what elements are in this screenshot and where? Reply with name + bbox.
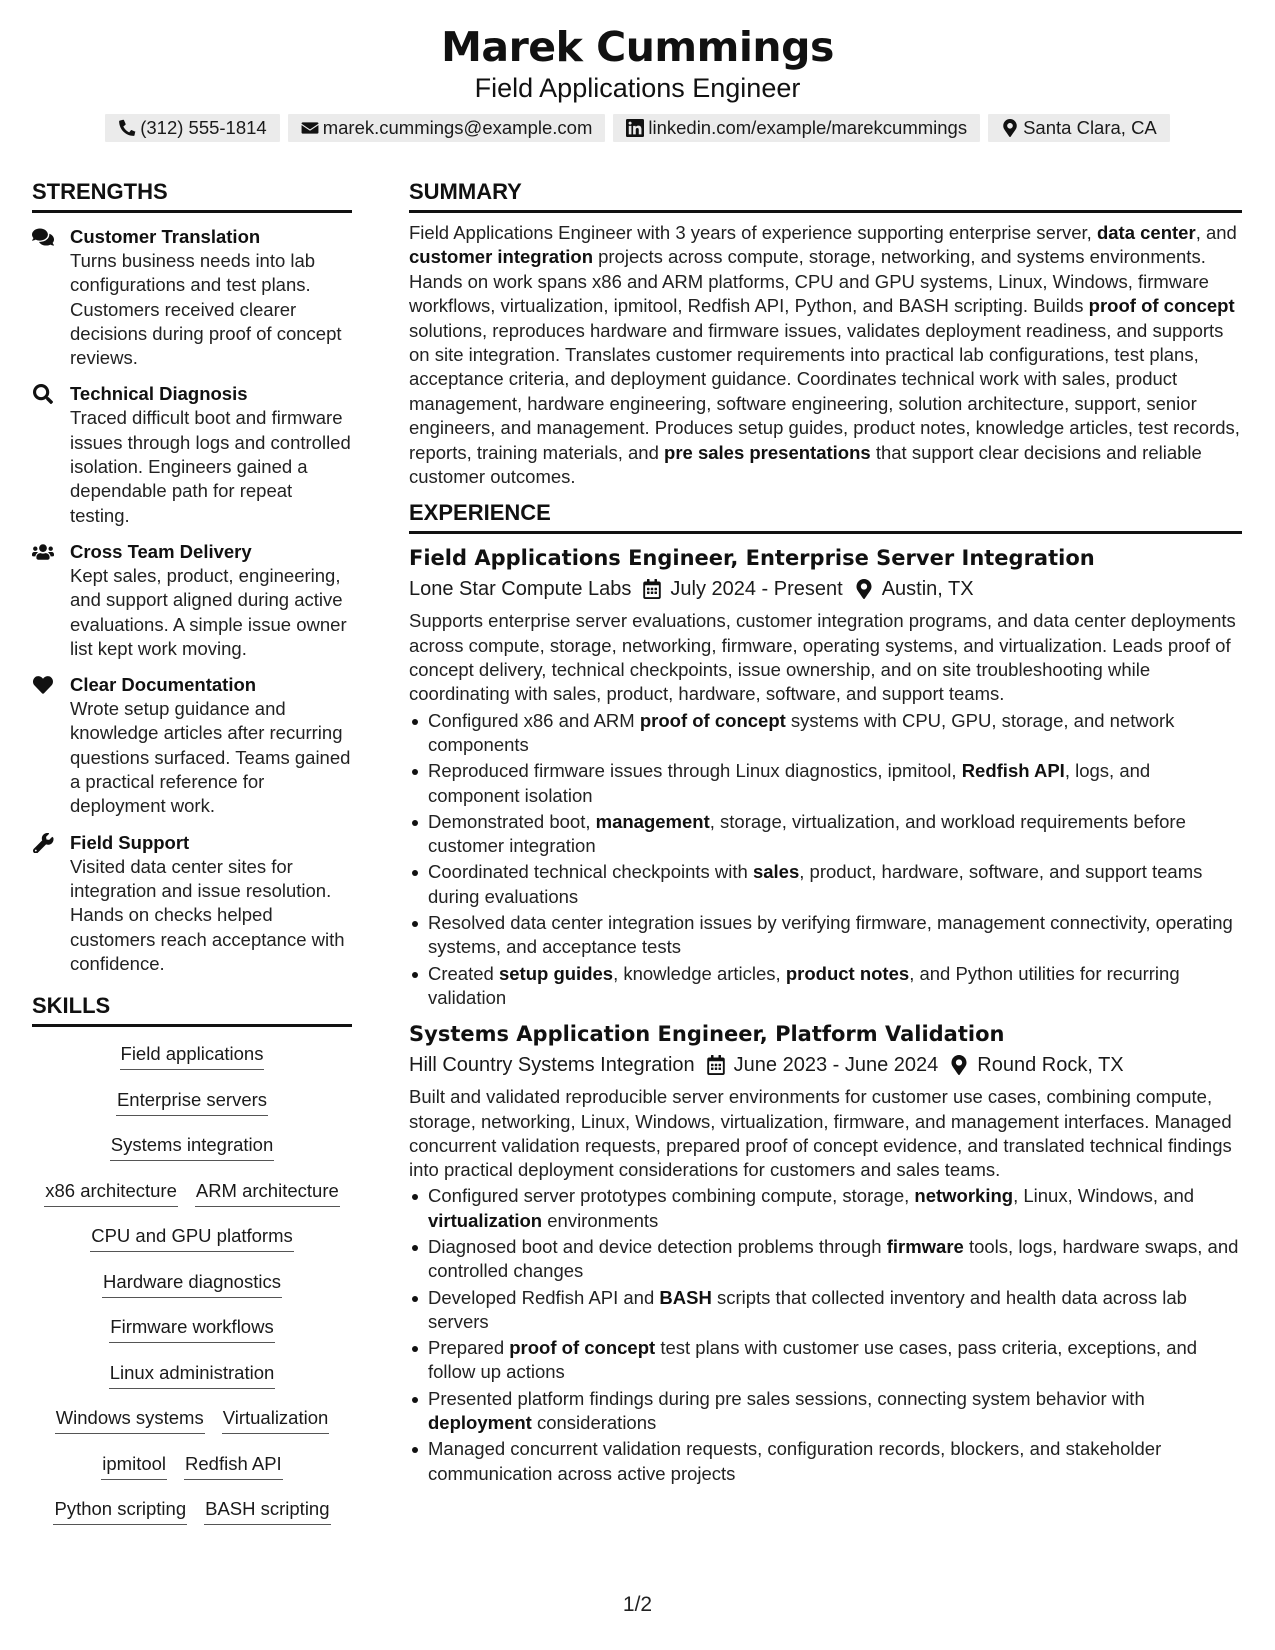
- calendar-icon: [707, 1055, 725, 1075]
- job-bullet: [409, 860, 1242, 909]
- skill-row: [32, 1451, 352, 1497]
- skills-list: [32, 1041, 352, 1542]
- left-column: [32, 178, 352, 1542]
- text-segment: , storage, virtualization, and workload requirements before customer integration: [428, 810, 1186, 857]
- bold-keyword: networking: [914, 1185, 1014, 1207]
- skill-tag: Enterprise servers: [116, 1087, 268, 1116]
- search-icon: [32, 384, 54, 404]
- skill-row: [32, 1223, 352, 1269]
- text-segment: , and: [1195, 222, 1237, 243]
- text-segment: environments: [542, 1209, 659, 1231]
- skill-tag: ipmitool: [101, 1451, 167, 1480]
- job-dates: July 2024 - Present: [670, 578, 843, 601]
- text-segment: test plans with customer use cases, pass criteria, exceptions, and follow up actions: [428, 1337, 1198, 1383]
- text-segment: , and Python utilities for recurring validation: [428, 962, 1180, 1008]
- bold-keyword: firmware: [886, 1236, 964, 1257]
- text-segment: , Linux, Windows, and: [1013, 1185, 1195, 1207]
- job-bullets: [409, 709, 1242, 1011]
- skill-row: [32, 1041, 352, 1087]
- skill-tag: Redfish API: [184, 1451, 283, 1480]
- job-bullet: [409, 759, 1242, 808]
- experience-heading: EXPERIENCE: [409, 499, 1242, 534]
- job-description: Built and validated reproducible server environments for customer use cases, combining compute, storage, networking, Linux, Windows, virtualization, firmware, and management interfaces. Managed concurrent validation requests, prepared proof of concept evidence, and translated technical findings into practical deployment considerations for customers and sales teams.: [409, 1086, 1232, 1181]
- bold-keyword: customer integration: [409, 246, 593, 268]
- strength-item: [32, 540, 352, 661]
- job-entry: [409, 544, 1242, 1010]
- job-entry: [409, 1020, 1242, 1486]
- strength-title: Cross Team Delivery: [70, 540, 252, 562]
- comments-icon: [32, 227, 54, 247]
- skill-tag: Systems integration: [110, 1132, 274, 1161]
- bold-keyword: setup guides: [498, 962, 614, 984]
- skill-tag: Virtualization: [222, 1405, 330, 1434]
- strength-item: [32, 831, 352, 976]
- envelope-icon: [301, 119, 319, 137]
- contact-email[interactable]: marek.cummings@example.com: [288, 114, 606, 142]
- job-bullet: [409, 1286, 1242, 1335]
- contact-phone[interactable]: (312) 555-1814: [105, 114, 280, 142]
- text-segment: Demonstrated boot,: [428, 810, 596, 832]
- skill-tag: Linux administration: [109, 1360, 276, 1389]
- map-pin-icon: [855, 579, 873, 599]
- job-bullet: [409, 1336, 1242, 1385]
- job-bullet: [409, 810, 1242, 859]
- skill-row: [32, 1405, 352, 1451]
- strength-desc: Wrote setup guidance and knowledge articles after recurring questions surfaced. Teams gained a practical reference for deployment work.: [70, 698, 351, 817]
- skills-heading: SKILLS: [32, 992, 352, 1027]
- candidate-title: Field Applications Engineer: [474, 73, 801, 103]
- text-segment: , product, hardware, software, and support teams during evaluations: [428, 861, 1203, 907]
- skill-row: [32, 1132, 352, 1178]
- skill-tag: Python scripting: [53, 1496, 187, 1525]
- skill-tag: Firmware workflows: [109, 1314, 274, 1343]
- skill-tag: Hardware diagnostics: [102, 1269, 282, 1298]
- skill-row: [32, 1314, 352, 1360]
- text-segment: solutions, reproduces hardware and firmware issues, validates deployment readiness, and supports on site integration. Translates customer requirements into practical lab configurations, test plans, acceptance criteria, and deployment guidance. Coordinates technical work with sales, product management, hardware engineering, software engineering, solution architecture, support, senior engineers, and management. Produces setup guides, product notes, knowledge articles, test records, reports, training materials, and: [409, 319, 1240, 463]
- text-segment: Developed Redfish API and: [428, 1286, 660, 1308]
- contact-linkedin[interactable]: linkedin.com/example/marekcummings: [613, 114, 980, 142]
- page-number: 1/2: [622, 1593, 653, 1616]
- candidate-name: Marek Cummings: [441, 23, 834, 71]
- job-location: Round Rock, TX: [977, 1054, 1124, 1077]
- resume-header: [0, 22, 1275, 142]
- bold-keyword: BASH: [659, 1286, 712, 1308]
- job-bullet: [409, 1235, 1242, 1284]
- skill-row: [32, 1269, 352, 1315]
- calendar-icon: [643, 579, 661, 599]
- text-segment: considerations: [531, 1412, 657, 1434]
- job-bullet: [409, 1387, 1242, 1436]
- skill-row: [32, 1496, 352, 1542]
- text-segment: tools, logs, hardware swaps, and controlled changes: [428, 1236, 1239, 1282]
- phone-icon: [118, 119, 136, 137]
- heart-icon: [32, 675, 54, 695]
- job-bullet: [409, 911, 1242, 960]
- job-description: Supports enterprise server evaluations, customer integration programs, and data center deployments across compute, storage, networking, firmware, operating systems, and virtualization. Leads proof of concept delivery, technical checkpoints, issue ownership, and on site troubleshooting while coordinating with sales, product, hardware, software, and support teams.: [409, 610, 1236, 705]
- job-bullets: [409, 1184, 1242, 1486]
- bold-keyword: pre sales presentations: [664, 441, 871, 463]
- job-title: Systems Application Engineer, Platform Validation: [409, 1022, 1005, 1047]
- strength-title: Clear Documentation: [70, 674, 257, 696]
- text-segment: Diagnosed boot and device detection problems through: [428, 1236, 887, 1257]
- skills-section: [32, 992, 352, 1542]
- text-segment: Configured x86 and ARM: [428, 709, 640, 731]
- skill-tag: Field applications: [120, 1041, 265, 1070]
- job-company: Lone Star Compute Labs: [409, 578, 632, 601]
- strength-item: [32, 382, 352, 527]
- skill-row: [32, 1360, 352, 1406]
- text-segment: , logs, and component isolation: [428, 760, 1151, 806]
- strength-title: Technical Diagnosis: [70, 383, 248, 405]
- bold-keyword: data center: [1096, 222, 1196, 243]
- skill-tag: BASH scripting: [204, 1496, 330, 1525]
- text-segment: Prepared: [428, 1337, 510, 1359]
- strengths-heading: STRENGTHS: [32, 178, 352, 213]
- bold-keyword: proof of concept: [1088, 295, 1235, 317]
- job-meta: [409, 574, 1242, 604]
- experience-section: [409, 499, 1242, 1486]
- summary-text: [409, 221, 1242, 489]
- job-location: Austin, TX: [881, 578, 974, 601]
- strength-desc: Turns business needs into lab configurations and test plans. Customers received clearer decisions during proof of concept reviews.: [70, 250, 342, 369]
- strengths-list: [32, 225, 352, 976]
- text-segment: , knowledge articles,: [613, 962, 786, 984]
- strength-item: [32, 673, 352, 818]
- job-bullet: [409, 1184, 1242, 1233]
- bold-keyword: management: [595, 810, 710, 832]
- text-segment: Field Applications Engineer with 3 years of experience supporting enterprise server,: [409, 222, 1097, 243]
- bold-keyword: proof of concept: [639, 709, 786, 731]
- skill-tag: CPU and GPU platforms: [90, 1223, 294, 1252]
- job-bullet: [409, 1437, 1242, 1486]
- map-pin-icon: [1001, 119, 1019, 137]
- linkedin-icon: [626, 119, 644, 137]
- text-segment: Resolved data center integration issues by verifying firmware, management connectivity, operating systems, and acceptance tests: [428, 912, 1233, 958]
- map-pin-icon: [950, 1055, 968, 1075]
- summary-heading: SUMMARY: [409, 178, 1242, 213]
- skill-tag: x86 architecture: [44, 1178, 178, 1207]
- text-segment: systems with CPU, GPU, storage, and network components: [428, 709, 1175, 755]
- text-segment: Coordinated technical checkpoints with: [428, 861, 753, 883]
- text-segment: Managed concurrent validation requests, configuration records, blockers, and stakeholder communication across active projects: [428, 1438, 1162, 1484]
- strength-item: [32, 225, 352, 370]
- right-column: [409, 178, 1242, 1488]
- contact-location: Santa Clara, CA: [988, 114, 1170, 142]
- text-segment: that support clear decisions and reliable customer outcomes.: [409, 441, 1202, 488]
- job-title: Field Applications Engineer, Enterprise Server Integration: [409, 546, 1095, 571]
- bold-keyword: product notes: [785, 962, 910, 984]
- bold-keyword: Redfish API: [961, 760, 1065, 782]
- bold-keyword: sales: [752, 861, 800, 883]
- strength-desc: Traced difficult boot and firmware issues through logs and controlled isolation. Engineers gained a dependable path for repeat testing.: [70, 407, 351, 526]
- strength-title: Customer Translation: [70, 226, 261, 247]
- strength-title: Field Support: [70, 831, 190, 853]
- bold-keyword: virtualization: [428, 1209, 543, 1231]
- wrench-icon: [32, 833, 54, 853]
- text-segment: projects across compute, storage, networking, and systems environments. Hands on work spans x86 and ARM platforms, CPU and GPU systems, Linux, Windows, firmware workflows, virtualization, ipmitool, Redfish API, Python, and BASH scripting. Builds: [409, 246, 1209, 317]
- job-company: Hill Country Systems Integration: [409, 1054, 695, 1077]
- job-bullet: [409, 709, 1242, 758]
- job-dates: June 2023 - June 2024: [733, 1054, 939, 1077]
- bold-keyword: deployment: [428, 1412, 532, 1434]
- text-segment: Configured server prototypes combining compute, storage,: [428, 1185, 915, 1207]
- text-segment: Presented platform findings during pre sales sessions, connecting system behavior with: [428, 1387, 1145, 1409]
- skill-row: [32, 1178, 352, 1224]
- job-bullet: [409, 962, 1242, 1011]
- strength-desc: Visited data center sites for integration and issue resolution. Hands on checks helped customers reach acceptance with confidence.: [70, 855, 345, 974]
- strength-desc: Kept sales, product, engineering, and support aligned during active evaluations. A simple issue owner list kept work moving.: [70, 564, 347, 659]
- text-segment: Reproduced firmware issues through Linux diagnostics, ipmitool,: [428, 760, 962, 782]
- users-icon: [32, 542, 54, 562]
- skill-tag: ARM architecture: [195, 1178, 340, 1207]
- bold-keyword: proof of concept: [509, 1337, 656, 1359]
- skill-tag: Windows systems: [55, 1405, 205, 1434]
- job-meta: [409, 1050, 1242, 1080]
- text-segment: scripts that collected inventory and health data across lab servers: [428, 1286, 1187, 1332]
- contact-bar: [0, 114, 1275, 142]
- text-segment: Created: [428, 962, 499, 984]
- skill-row: [32, 1087, 352, 1133]
